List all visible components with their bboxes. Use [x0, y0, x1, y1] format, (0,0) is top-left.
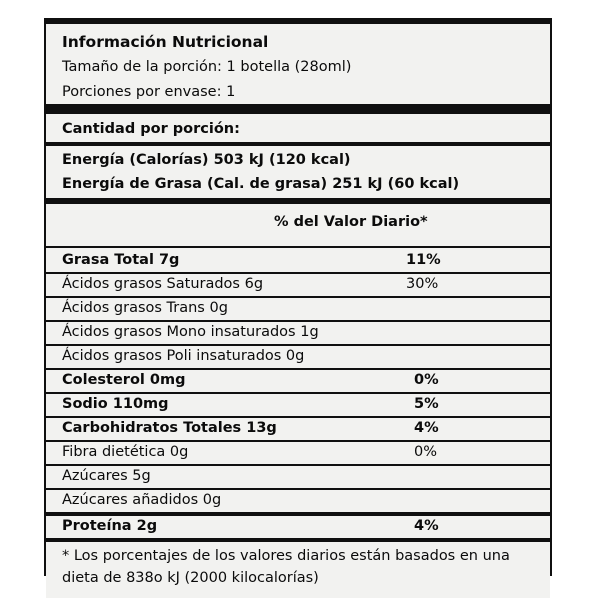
nutrient-percent: 4%: [414, 420, 439, 436]
nutrition-label: [44, 18, 552, 586]
nutrient-name: Ácidos grasos Saturados 6g: [62, 276, 264, 292]
nutrient-percent: 4%: [414, 518, 439, 534]
footnote-panel: [46, 542, 550, 598]
amount-panel: [46, 114, 550, 142]
energy-panel: [46, 146, 550, 198]
nutrient-name: Grasa Total 7g: [62, 252, 180, 268]
nutrients-panel: [46, 204, 550, 538]
servings-per-container: Porciones por envase: 1: [62, 84, 236, 100]
header-panel: [46, 24, 550, 104]
serving-size: Tamaño de la porción: 1 botella (28oml): [62, 59, 352, 75]
nutrient-name: Azúcares 5g: [62, 468, 151, 484]
divider: [46, 246, 550, 248]
nutrient-percent: 0%: [414, 372, 439, 388]
daily-value-header: % del Valor Diario*: [274, 214, 428, 230]
energy-fat-calories: Energía de Grasa (Cal. de grasa) 251 kJ (60 kcal): [62, 176, 460, 192]
nutrient-percent: 0%: [414, 444, 438, 460]
label-title: Información Nutricional: [62, 33, 269, 51]
amount-per-serving: Cantidad por porción:: [62, 121, 240, 137]
energy-calories: Energía (Calorías) 503 kJ (120 kcal): [62, 152, 351, 168]
nutrient-name: Ácidos grasos Trans 0g: [62, 300, 228, 316]
nutrient-name: Sodio 110mg: [62, 396, 169, 412]
footnote-line-1: * Los porcentajes de los valores diarios están basados en una: [62, 548, 510, 564]
nutrient-name: Azúcares añadidos 0g: [62, 492, 222, 508]
nutrient-name: Carbohidratos Totales 13g: [62, 420, 277, 436]
nutrient-percent: 11%: [406, 252, 441, 268]
nutrient-percent: 30%: [406, 276, 439, 292]
nutrient-name: Ácidos grasos Poli insaturados 0g: [62, 348, 305, 364]
nutrient-name: Colesterol 0mg: [62, 372, 186, 388]
nutrient-name: Ácidos grasos Mono insaturados 1g: [62, 324, 319, 340]
nutrient-name: Proteína 2g: [62, 518, 158, 534]
footnote-line-2: dieta de 838o kJ (2000 kilocalorías): [62, 570, 319, 586]
nutrient-percent: 5%: [414, 396, 439, 412]
nutrient-name: Fibra dietética 0g: [62, 444, 189, 460]
